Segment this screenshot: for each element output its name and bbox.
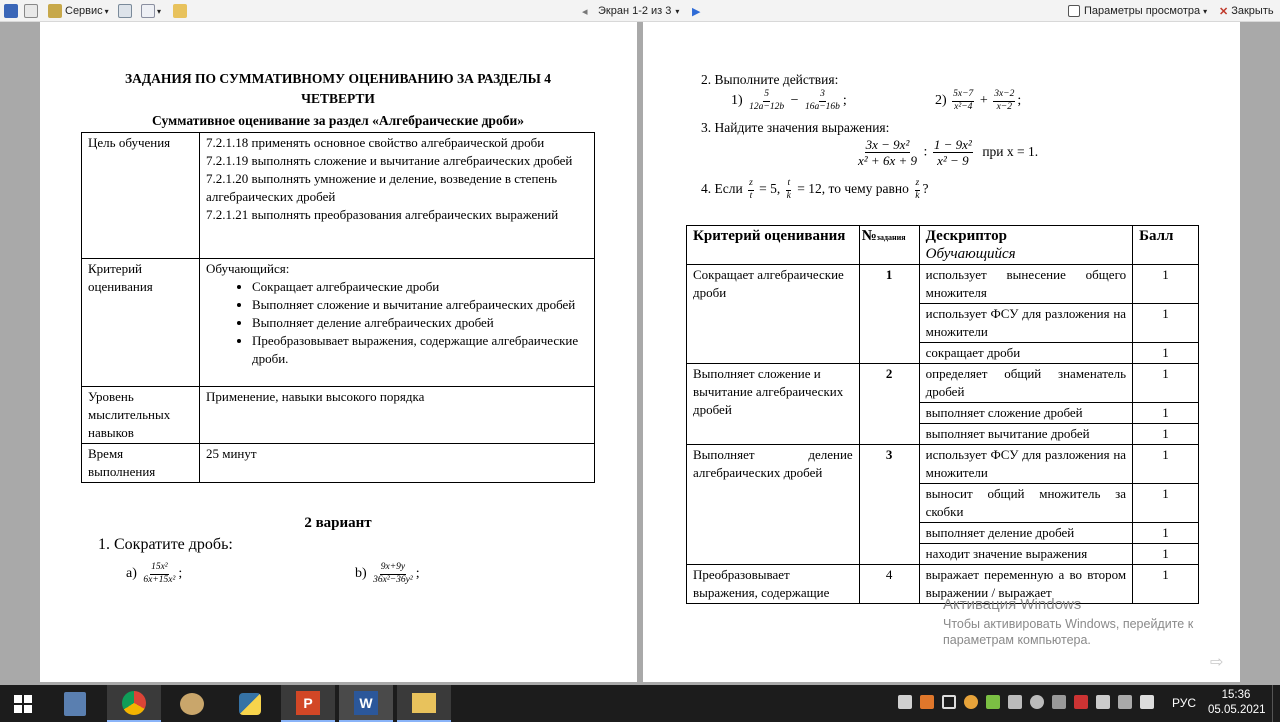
colon-sign: : <box>923 144 928 160</box>
tray-app-icon[interactable] <box>1052 695 1066 709</box>
numerator: 15x² <box>150 563 169 575</box>
save-icon[interactable] <box>4 3 18 19</box>
numerator: 3 <box>819 90 826 102</box>
task-4 <box>701 179 928 201</box>
goal-line: 7.2.1.21 выполнять преобразования алгебраических выражений <box>206 207 559 222</box>
fraction <box>748 90 785 112</box>
denominator: x²−4 <box>954 101 973 112</box>
numerator: 1 − 9x² <box>933 137 972 152</box>
level-label: Уровень мыслительных навыков <box>82 387 200 444</box>
taskbar-powerpoint[interactable] <box>281 685 335 722</box>
task-4-prefix: 4. Если <box>701 181 743 197</box>
goal-cell <box>200 133 595 259</box>
clock[interactable] <box>1208 688 1264 718</box>
score-cell: 1 <box>1133 364 1199 403</box>
title-line-1: ЗАДАНИЯ ПО СУММАТИВНОМУ ОЦЕНИВАНИЮ ЗА РАЗДЕЛЫ 4 <box>124 71 551 86</box>
page-subtitle: Суммативное оценивание за раздел «Алгебраические дроби» <box>152 113 524 128</box>
fraction <box>372 563 414 585</box>
descriptor-cell: использует ФСУ для разложения на множители <box>919 304 1132 343</box>
criterion-cell: Сокращает алгебраические дроби <box>687 265 860 364</box>
task-number-cell: 2 <box>859 364 919 445</box>
criterion-cell <box>200 259 595 387</box>
task-2-2-label: 2) <box>935 93 947 109</box>
page-title <box>80 69 596 109</box>
header-score: Балл <box>1133 226 1199 265</box>
service-menu[interactable] <box>48 3 109 19</box>
table-row <box>687 364 1199 403</box>
criteria-table <box>686 225 1199 604</box>
paint-icon <box>180 693 204 715</box>
score-cell: 1 <box>1133 403 1199 424</box>
criterion-cell: Выполняет сложение и вычитание алгебраических дробей <box>687 364 860 445</box>
next-screen-icon[interactable]: ▶ <box>692 5 701 18</box>
fraction <box>952 90 974 112</box>
reading-toolbar <box>0 0 1280 22</box>
descriptor-cell: сокращает дроби <box>919 343 1132 364</box>
table-row <box>82 133 595 259</box>
task-2-1-label: 1) <box>731 93 743 109</box>
descriptor-cell: находит значение выражения <box>919 544 1132 565</box>
table-row <box>82 387 595 444</box>
header-criterion: Критерий оценивания <box>687 226 860 265</box>
header-descriptor <box>919 226 1132 265</box>
folder-icon[interactable] <box>173 3 187 19</box>
folder-icon <box>412 693 436 713</box>
close-button[interactable] <box>1219 3 1274 19</box>
header-num-sub: задания <box>876 233 906 242</box>
app-tray-icon[interactable] <box>920 695 934 709</box>
descriptor-cell: выносит общий множитель за скобки <box>919 484 1132 523</box>
score-cell: 1 <box>1133 523 1199 544</box>
descriptor-cell: использует ФСУ для разложения на множители <box>919 445 1132 484</box>
denominator: 16a−16b <box>805 101 840 112</box>
descriptor-cell: определяет общий знаменатель дробей <box>919 364 1132 403</box>
task-2: 2. Выполните действия: <box>701 72 839 87</box>
taskbar-explorer[interactable] <box>397 685 451 722</box>
header-task-number <box>859 226 919 265</box>
task-2-1 <box>731 90 847 112</box>
list-item: • Преобразовывает выражения, содержащие алгебраические дроби. <box>252 332 588 368</box>
table-row <box>687 265 1199 304</box>
activation-line-1: Чтобы активировать Windows, перейдите к <box>943 617 1194 631</box>
denominator: k <box>786 190 791 201</box>
numerator: z <box>748 179 754 191</box>
task-3-condition: при x = 1. <box>982 143 1039 159</box>
denominator: x² + 6x + 9 <box>858 153 917 168</box>
link-icon[interactable] <box>942 695 956 709</box>
fraction <box>804 90 841 112</box>
table-row <box>82 259 595 387</box>
denominator: k <box>915 190 920 201</box>
list-item: • Выполняет деление алгебраических дробей <box>252 314 588 332</box>
descriptor-cell: выражает переменную а во втором выражении / выражает <box>919 565 1132 604</box>
score-cell: 1 <box>1133 265 1199 304</box>
criterion-label: Критерий оценивания <box>82 259 200 387</box>
fraction <box>914 179 920 201</box>
fraction <box>142 563 176 585</box>
task-4-end: ? <box>922 181 929 197</box>
score-cell: 1 <box>1133 544 1199 565</box>
task-4-eq2: = 12, то чему равно <box>797 181 909 197</box>
denominator: 6x+15x² <box>143 574 176 585</box>
usb-icon[interactable] <box>898 695 912 709</box>
close-label: Закрыть <box>1231 5 1274 17</box>
chevron-down-icon: ▾ <box>1203 6 1208 16</box>
numerator: 3x−2 <box>993 90 1015 102</box>
tray-app-icon[interactable] <box>1074 695 1088 709</box>
word-icon: W <box>354 691 378 715</box>
level-value: Применение, навыки высокого порядка <box>200 387 595 444</box>
task-1b-label: b) <box>355 566 367 582</box>
criteria-list <box>206 278 588 368</box>
list-item: • Сокращает алгебраические дроби <box>252 278 588 296</box>
fraction <box>933 138 973 167</box>
table-header-row <box>687 226 1199 265</box>
tray-app-icon[interactable] <box>986 695 1000 709</box>
task-2-2 <box>935 90 1021 112</box>
descriptor-cell: выполняет деление дробей <box>919 523 1132 544</box>
taskbar-word[interactable] <box>339 685 393 722</box>
numerator: 5x−7 <box>952 90 974 102</box>
python-icon <box>239 693 261 715</box>
tray-app-icon[interactable] <box>1118 695 1132 709</box>
score-cell: 1 <box>1133 565 1199 604</box>
view-params-label: Параметры просмотра <box>1084 5 1201 17</box>
goal-line: 7.2.1.19 выполнять сложение и вычитание алгебраических дробей 7.2.1.20 выполнять умножение и деление, возведение в степень алгебраических дробей <box>206 153 573 204</box>
task-1b <box>355 563 420 585</box>
numerator: z <box>915 179 921 191</box>
objectives-table <box>81 132 595 483</box>
start-button[interactable] <box>0 685 46 722</box>
taskbar-calculator[interactable] <box>48 685 102 722</box>
page-nav-label: Экран 1-2 из 3 <box>598 5 672 17</box>
task-1: 1. Сократите дробь: <box>98 536 233 553</box>
header-num-main: № <box>861 228 877 244</box>
view-params-icon <box>1068 5 1080 17</box>
numerator: 9x+9y <box>380 563 406 575</box>
calculator-icon <box>64 692 86 716</box>
powerpoint-icon: P <box>296 691 320 715</box>
clock-time: 15:36 <box>1221 689 1251 701</box>
plus-sign: + <box>979 93 988 109</box>
volume-icon[interactable] <box>1030 695 1044 709</box>
denominator: 36x²−36y² <box>373 574 413 585</box>
taskbar-chrome[interactable] <box>107 685 161 722</box>
criterion-cell: Выполняет деление алгебраических дробей <box>687 445 860 565</box>
list-item: • Выполняет сложение и вычитание алгебраических дробей <box>252 296 588 314</box>
time-value: 25 минут <box>200 444 595 483</box>
prev-screen-icon[interactable]: ◂ <box>582 5 588 18</box>
denominator: x−2 <box>996 101 1012 112</box>
service-menu-label: Сервис <box>65 5 103 17</box>
numerator: 5 <box>763 90 770 102</box>
separator: ; <box>842 93 847 109</box>
taskbar-python[interactable] <box>223 685 277 722</box>
learner-label: Обучающийся: <box>206 261 290 276</box>
descriptor-cell: использует вынесение общего множителя <box>919 265 1132 304</box>
research-icon[interactable] <box>118 3 132 19</box>
reading-area[interactable] <box>0 22 1280 685</box>
activation-title: Активация Windows <box>943 596 1082 613</box>
variant-heading: 2 вариант <box>304 515 372 531</box>
chevron-down-icon: ▾ <box>675 6 680 16</box>
next-page-arrow-icon[interactable]: ⇨ <box>1210 652 1224 671</box>
fraction <box>786 179 792 201</box>
service-icon <box>48 4 62 18</box>
tray-app-icon[interactable] <box>1140 695 1154 709</box>
task-number-cell: 3 <box>859 445 919 565</box>
network-icon[interactable] <box>1008 695 1022 709</box>
task-3-expression <box>855 138 1038 167</box>
task-3: 3. Найдите значения выражения: <box>701 120 890 135</box>
task-4-eq1: = 5, <box>759 181 781 197</box>
fraction <box>748 179 754 201</box>
numerator: t <box>786 179 791 191</box>
title-line-2: ЧЕТВЕРТИ <box>301 91 375 106</box>
view-params-menu[interactable] <box>1068 3 1207 19</box>
task-1a-label: а) <box>126 566 137 582</box>
goal-label: Цель обучения <box>82 133 200 259</box>
document-page-1 <box>40 22 637 682</box>
table-row <box>687 445 1199 484</box>
windows-activation-watermark <box>943 596 1193 647</box>
clock-date: 05.05.2021 <box>1208 704 1266 716</box>
windows-logo-icon <box>14 695 32 713</box>
show-desktop-button[interactable] <box>1272 685 1278 722</box>
score-cell: 1 <box>1133 343 1199 364</box>
print-preview-icon[interactable] <box>24 3 38 19</box>
separator: ; <box>1017 93 1022 109</box>
task-1a <box>126 563 182 585</box>
score-cell: 1 <box>1133 484 1199 523</box>
denominator: 12a−12b <box>749 101 785 112</box>
tray-app-icon[interactable] <box>964 695 978 709</box>
task-number-cell: 4 <box>859 565 919 604</box>
taskbar-paint[interactable] <box>165 685 219 722</box>
descriptor-cell: выполняет вычитание дробей <box>919 424 1132 445</box>
task-number-cell: 1 <box>859 265 919 364</box>
activation-line-2: параметрам компьютера. <box>943 633 1091 647</box>
document-page-2 <box>643 22 1240 682</box>
criterion-cell: Преобразовывает выражения, содержащие <box>687 565 860 604</box>
score-cell: 1 <box>1133 445 1199 484</box>
time-label: Время выполнения <box>82 444 200 483</box>
page-nav-dropdown[interactable] <box>598 3 679 19</box>
minus-sign: − <box>790 93 799 109</box>
fraction <box>857 138 918 167</box>
chrome-icon <box>122 691 146 715</box>
table-row <box>82 444 595 483</box>
chevron-down-icon: ▾ <box>104 6 109 16</box>
separator: ; <box>415 566 420 582</box>
close-icon: ✕ <box>1219 5 1229 18</box>
numerator: 3x − 9x² <box>865 137 910 152</box>
windows-taskbar <box>0 685 1280 722</box>
header-descriptor-label: Дескриптор <box>925 228 1007 244</box>
language-indicator[interactable]: РУС <box>1172 696 1197 710</box>
spelling-icon[interactable]: ▾ <box>141 3 161 19</box>
denominator: x² − 9 <box>937 153 969 168</box>
score-cell: 1 <box>1133 424 1199 445</box>
tray-app-icon[interactable] <box>1096 695 1110 709</box>
separator: ; <box>178 566 183 582</box>
denominator: t <box>749 190 753 201</box>
goal-line: 7.2.1.18 применять основное свойство алгебраической дроби <box>206 135 545 150</box>
descriptor-cell: выполняет сложение дробей <box>919 403 1132 424</box>
header-descriptor-sub: Обучающийся <box>925 246 1016 262</box>
fraction <box>993 90 1015 112</box>
score-cell: 1 <box>1133 304 1199 343</box>
